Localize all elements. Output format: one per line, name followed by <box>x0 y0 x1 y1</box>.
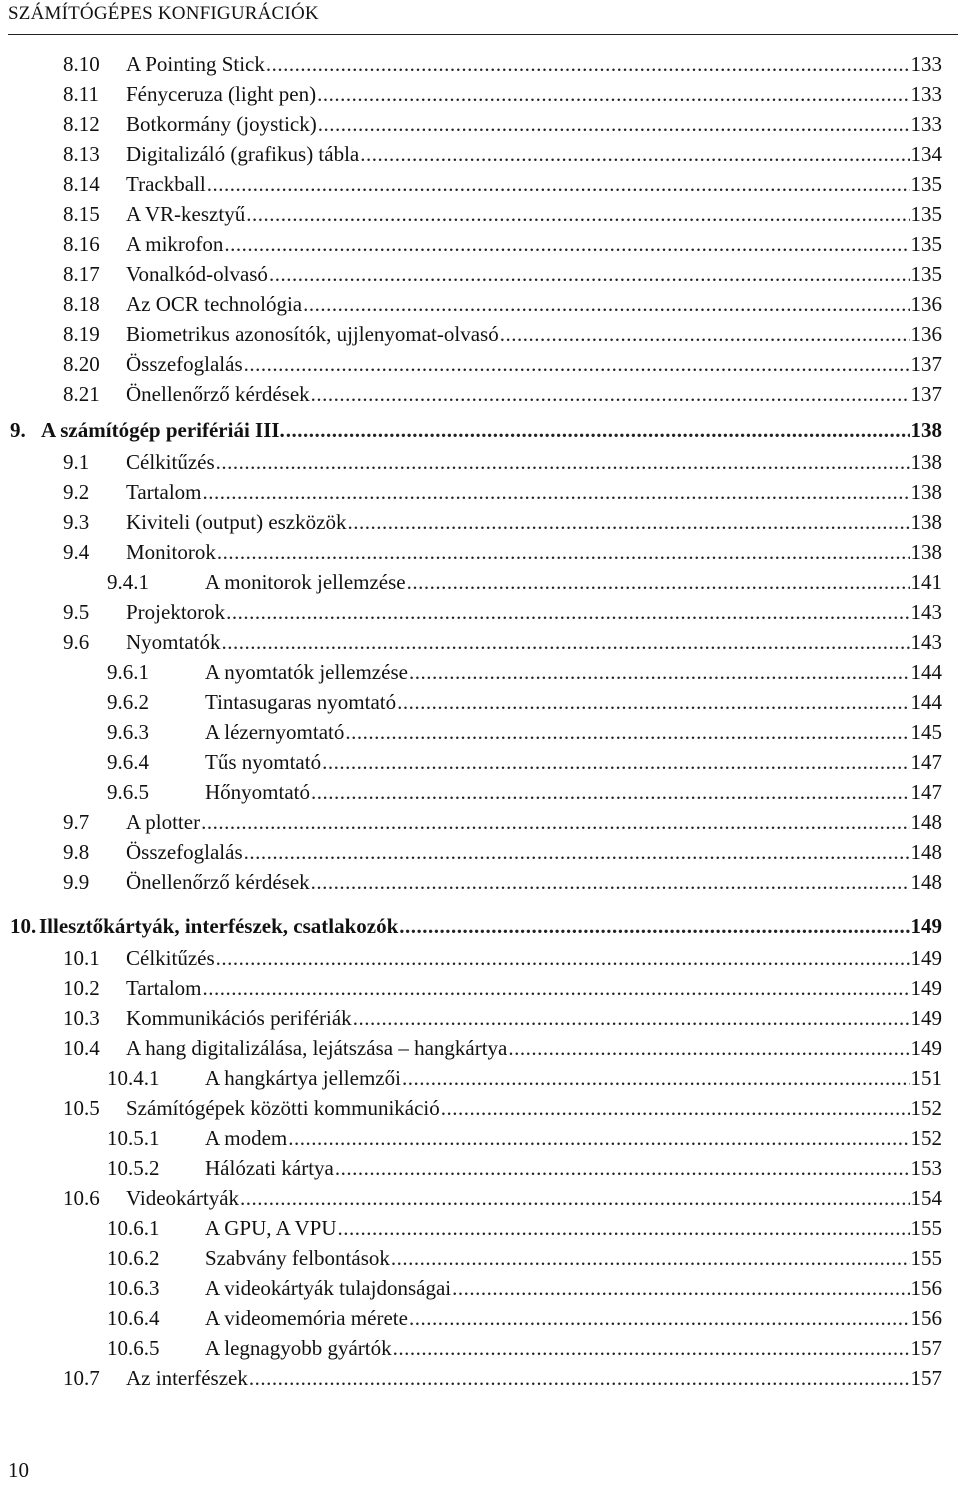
toc-entry[interactable] <box>0 657 960 687</box>
toc-entry-title: Tintasugaras nyomtató <box>205 689 397 714</box>
toc-page-number: 141 <box>910 569 942 594</box>
toc-dot-leader <box>391 1246 910 1271</box>
toc-page-number: 152 <box>910 1095 942 1120</box>
toc-dot-leader <box>407 570 910 595</box>
toc-entry-number: 9.7 <box>63 809 90 834</box>
toc-page-number: 138 <box>910 479 942 504</box>
toc-dot-leader <box>222 630 910 655</box>
toc-page-number: 135 <box>910 171 942 196</box>
toc-entry[interactable] <box>0 1213 960 1243</box>
toc-entry-title: Videokártyák <box>126 1185 240 1210</box>
toc-dot-leader <box>402 1066 910 1091</box>
toc-dot-leader <box>318 112 910 137</box>
toc-entry-number: 10.6 <box>63 1185 100 1210</box>
toc-page-number: 149 <box>910 945 942 970</box>
toc-page-number: 137 <box>910 351 942 376</box>
toc-entry-number: 10.6.3 <box>107 1275 160 1300</box>
toc-dot-leader <box>322 750 909 775</box>
toc-entry-number: 10.5.2 <box>107 1155 160 1180</box>
toc-page-number: 157 <box>910 1335 942 1360</box>
toc-entry-title: Tűs nyomtató <box>205 749 322 774</box>
toc-dot-leader <box>508 1036 909 1061</box>
toc-entry-number: 9.6.5 <box>107 779 149 804</box>
toc-entry-number: 10.4.1 <box>107 1065 160 1090</box>
toc-entry[interactable] <box>0 717 960 747</box>
toc-page-number: 148 <box>910 839 942 864</box>
toc-entry-title: A hangkártya jellemzői <box>205 1065 401 1090</box>
toc-entry-title: Monitorok <box>126 539 216 564</box>
toc-dot-leader <box>207 172 910 197</box>
toc-entry-number: 9.5 <box>63 599 90 624</box>
toc-entry-number: 10.1 <box>63 945 100 970</box>
toc-entry-number: 9.6 <box>63 629 90 654</box>
running-header <box>8 0 958 35</box>
toc-dot-leader <box>409 1306 910 1331</box>
toc-entry[interactable] <box>0 109 960 139</box>
toc-page-number: 138 <box>910 539 942 564</box>
toc-entry-number: 10.6.1 <box>107 1215 160 1240</box>
toc-entry-number: 10.7 <box>63 1365 100 1390</box>
toc-entry-title: A hang digitalizálása, lejátszása – hangkártya <box>126 1035 508 1060</box>
toc-entry[interactable] <box>0 379 960 409</box>
toc-entry-title: Tartalom <box>126 975 202 1000</box>
toc-dot-leader <box>311 870 910 895</box>
toc-dot-leader <box>347 510 909 535</box>
toc-entry-number: 10.6.5 <box>107 1335 160 1360</box>
toc-dot-leader <box>266 52 910 77</box>
toc-page-number: 148 <box>910 809 942 834</box>
toc-entry[interactable] <box>0 597 960 627</box>
toc-entry-number: 10.4 <box>63 1035 100 1060</box>
toc-entry-title: Az OCR technológia <box>126 291 303 316</box>
toc-entry[interactable] <box>0 567 960 597</box>
toc-dot-leader <box>335 1156 910 1181</box>
toc-entry-title: Összefoglalás <box>126 839 243 864</box>
toc-page-number: 138 <box>910 509 942 534</box>
toc-dot-leader <box>201 810 909 835</box>
toc-dot-leader <box>311 780 910 805</box>
toc-page-number: 145 <box>910 719 942 744</box>
toc-entry[interactable] <box>0 349 960 379</box>
toc-entry-number: 8.16 <box>63 231 100 256</box>
toc-page-number: 136 <box>910 321 942 346</box>
toc-entry[interactable] <box>0 777 960 807</box>
toc-entry[interactable] <box>0 1033 960 1063</box>
toc-entry-number: 8.18 <box>63 291 100 316</box>
toc-dot-leader <box>288 1126 909 1151</box>
page-number: 10 <box>8 1458 29 1482</box>
toc-entry-title: Szabvány felbontások <box>205 1245 390 1270</box>
toc-page-number: 152 <box>910 1125 942 1150</box>
toc-page-number: 133 <box>910 111 942 136</box>
toc-entry-title: Tartalom <box>126 479 202 504</box>
toc-entry-title: A modem <box>205 1125 288 1150</box>
toc-dot-leader <box>226 600 909 625</box>
toc-entry-title: A monitorok jellemzése <box>205 569 406 594</box>
toc-entry[interactable] <box>0 477 960 507</box>
toc-page-number: 155 <box>910 1245 942 1270</box>
toc-chapter-10[interactable] <box>0 909 960 943</box>
toc-page-number: 137 <box>910 381 942 406</box>
toc-dot-leader <box>203 480 910 505</box>
toc-page-number: 155 <box>910 1215 942 1240</box>
toc-entry[interactable] <box>0 943 960 973</box>
toc-entry-title: A legnagyobb gyártók <box>205 1335 392 1360</box>
toc-entry[interactable] <box>0 1063 960 1093</box>
toc-entry[interactable] <box>0 687 960 717</box>
toc-entry-title: A plotter <box>126 809 201 834</box>
toc-entry-title: Kommunikációs perifériák <box>126 1005 352 1030</box>
toc-entry[interactable] <box>0 199 960 229</box>
toc-dot-leader <box>397 690 909 715</box>
toc-entry-title: A lézernyomtató <box>205 719 345 744</box>
toc-entry[interactable] <box>0 867 960 897</box>
toc-page-number: 147 <box>910 749 942 774</box>
toc-dot-leader <box>244 840 910 865</box>
toc-entry-number: 8.19 <box>63 321 100 346</box>
toc-entry[interactable] <box>0 169 960 199</box>
toc-entry-title: Önellenőrző kérdések <box>126 869 310 894</box>
toc-chapter-number: 9. <box>10 417 26 442</box>
toc-page-number: 144 <box>910 659 942 684</box>
toc-entry-number: 8.12 <box>63 111 100 136</box>
toc-dot-leader <box>399 914 909 939</box>
toc-entry-title: Biometrikus azonosítók, ujjlenyomat-olvasó <box>126 321 499 346</box>
toc-entry-title: Nyomtatók <box>126 629 221 654</box>
toc-entry-title: A VR-kesztyű <box>126 201 246 226</box>
toc-page-number: 153 <box>910 1155 942 1180</box>
toc-entry-title: Célkitűzés <box>126 449 215 474</box>
toc-entry-title: Összefoglalás <box>126 351 243 376</box>
toc-entry-number: 9.4.1 <box>107 569 149 594</box>
toc-page-number: 149 <box>910 1035 942 1060</box>
toc-entry-number: 9.6.1 <box>107 659 149 684</box>
toc-entry-title: Hálózati kártya <box>205 1155 334 1180</box>
toc-entry[interactable] <box>0 837 960 867</box>
toc-page-number: 133 <box>910 81 942 106</box>
toc-entry-title: A videokártyák tulajdonságai <box>205 1275 452 1300</box>
table-of-contents <box>0 49 960 1393</box>
toc-page-number: 133 <box>910 51 942 76</box>
toc-dot-leader <box>269 262 910 287</box>
toc-entry[interactable] <box>0 1183 960 1213</box>
toc-entry-number: 10.2 <box>63 975 100 1000</box>
toc-entry[interactable] <box>0 1243 960 1273</box>
toc-dot-leader <box>303 292 909 317</box>
toc-entry-title: Fényceruza (light pen) <box>126 81 317 106</box>
toc-entry[interactable] <box>0 229 960 259</box>
toc-entry[interactable] <box>0 1093 960 1123</box>
toc-page-number: 138 <box>910 417 942 442</box>
toc-entry[interactable] <box>0 747 960 777</box>
toc-entry-number: 9.4 <box>63 539 90 564</box>
toc-entry-title: Trackball <box>126 171 206 196</box>
toc-entry[interactable] <box>0 319 960 349</box>
toc-entry[interactable] <box>0 507 960 537</box>
toc-dot-leader <box>393 1336 910 1361</box>
toc-page-number: 134 <box>910 141 942 166</box>
toc-dot-leader <box>317 82 909 107</box>
toc-entry-number: 10.6.4 <box>107 1305 160 1330</box>
toc-entry-title: A videomemória mérete <box>205 1305 408 1330</box>
toc-entry-number: 9.6.4 <box>107 749 149 774</box>
toc-entry[interactable] <box>0 259 960 289</box>
toc-dot-leader <box>249 1366 910 1391</box>
toc-dot-leader <box>409 660 910 685</box>
toc-entry[interactable] <box>0 1273 960 1303</box>
toc-page-number: 135 <box>910 201 942 226</box>
running-header-title: SZÁMÍTÓGÉPES KONFIGURÁCIÓK <box>8 3 319 24</box>
toc-entry-number: 10.5 <box>63 1095 100 1120</box>
toc-dot-leader <box>441 1096 910 1121</box>
toc-entry-title: Számítógépek közötti kommunikáció <box>126 1095 440 1120</box>
toc-entry-number: 8.14 <box>63 171 100 196</box>
toc-entry-title: Botkormány (joystick) <box>126 111 317 136</box>
toc-dot-leader <box>244 352 910 377</box>
toc-entry[interactable] <box>0 1363 960 1393</box>
toc-dot-leader <box>216 946 910 971</box>
toc-page-number: 156 <box>910 1275 942 1300</box>
toc-entry-number: 9.1 <box>63 449 90 474</box>
toc-entry-number: 8.21 <box>63 381 100 406</box>
toc-entry-number: 8.13 <box>63 141 100 166</box>
toc-entry-number: 10.3 <box>63 1005 100 1030</box>
toc-page-number: 136 <box>910 291 942 316</box>
toc-page-number: 143 <box>910 629 942 654</box>
toc-dot-leader <box>452 1276 909 1301</box>
toc-entry-title: Célkitűzés <box>126 945 215 970</box>
toc-page-number: 154 <box>910 1185 942 1210</box>
toc-page-number: 148 <box>910 869 942 894</box>
toc-entry-title: Projektorok <box>126 599 226 624</box>
toc-page-number: 144 <box>910 689 942 714</box>
toc-entry-number: 10.5.1 <box>107 1125 160 1150</box>
toc-entry[interactable] <box>0 447 960 477</box>
toc-entry-number: 10.6.2 <box>107 1245 160 1270</box>
toc-page-number: 157 <box>910 1365 942 1390</box>
toc-dot-leader <box>286 418 910 443</box>
toc-entry[interactable] <box>0 289 960 319</box>
toc-chapter-title: A számítógép perifériái III. <box>41 417 285 442</box>
toc-dot-leader <box>216 450 910 475</box>
toc-entry[interactable] <box>0 1303 960 1333</box>
toc-dot-leader <box>353 1006 910 1031</box>
toc-entry[interactable] <box>0 1153 960 1183</box>
toc-entry-number: 9.6.2 <box>107 689 149 714</box>
toc-entry[interactable] <box>0 973 960 1003</box>
toc-page-number: 135 <box>910 261 942 286</box>
toc-entry-title: Hőnyomtató <box>205 779 310 804</box>
toc-entry-title: Kiviteli (output) eszközök <box>126 509 347 534</box>
toc-chapter-number: 10. <box>10 913 37 938</box>
toc-entry-number: 9.9 <box>63 869 90 894</box>
toc-entry[interactable] <box>0 79 960 109</box>
toc-dot-leader <box>217 540 910 565</box>
toc-entry[interactable] <box>0 139 960 169</box>
toc-entry-number: 8.15 <box>63 201 100 226</box>
toc-entry-title: A mikrofon <box>126 231 224 256</box>
toc-chapter-title: Illesztőkártyák, interfészek, csatlakozók <box>39 913 399 938</box>
toc-entry-number: 8.20 <box>63 351 100 376</box>
toc-dot-leader <box>338 1216 910 1241</box>
toc-page-number: 135 <box>910 231 942 256</box>
toc-page-number: 151 <box>910 1065 942 1090</box>
toc-entry[interactable] <box>0 1123 960 1153</box>
toc-dot-leader <box>240 1186 909 1211</box>
toc-entry[interactable] <box>0 1003 960 1033</box>
toc-entry[interactable] <box>0 807 960 837</box>
toc-page-number: 147 <box>910 779 942 804</box>
toc-page-number: 156 <box>910 1305 942 1330</box>
toc-entry-number: 9.8 <box>63 839 90 864</box>
toc-page-number: 149 <box>910 1005 942 1030</box>
toc-entry-number: 9.2 <box>63 479 90 504</box>
toc-entry-title: A GPU, A VPU <box>205 1215 337 1240</box>
toc-dot-leader <box>246 202 909 227</box>
toc-dot-leader <box>203 976 910 1001</box>
toc-dot-leader <box>360 142 909 167</box>
toc-entry-number: 8.17 <box>63 261 100 286</box>
toc-entry[interactable] <box>0 49 960 79</box>
toc-chapter-9[interactable] <box>0 413 960 447</box>
toc-dot-leader <box>345 720 909 745</box>
toc-entry-number: 9.6.3 <box>107 719 149 744</box>
toc-page-number: 143 <box>910 599 942 624</box>
toc-entry-number: 8.11 <box>63 81 99 106</box>
toc-entry[interactable] <box>0 1333 960 1363</box>
toc-entry-title: A nyomtatók jellemzése <box>205 659 408 684</box>
toc-entry-title: Digitalizáló (grafikus) tábla <box>126 141 360 166</box>
toc-entry[interactable] <box>0 627 960 657</box>
toc-page-number: 138 <box>910 449 942 474</box>
toc-dot-leader <box>224 232 909 257</box>
toc-entry[interactable] <box>0 537 960 567</box>
toc-entry-title: Az interfészek <box>126 1365 248 1390</box>
toc-entry-title: Vonalkód-olvasó <box>126 261 268 286</box>
toc-entry-number: 8.10 <box>63 51 100 76</box>
toc-entry-title: A Pointing Stick <box>126 51 265 76</box>
toc-entry-number: 9.3 <box>63 509 90 534</box>
toc-dot-leader <box>500 322 910 347</box>
toc-page-number: 149 <box>910 913 942 938</box>
toc-dot-leader <box>311 382 910 407</box>
toc-entry-title: Önellenőrző kérdések <box>126 381 310 406</box>
toc-page-number: 149 <box>910 975 942 1000</box>
